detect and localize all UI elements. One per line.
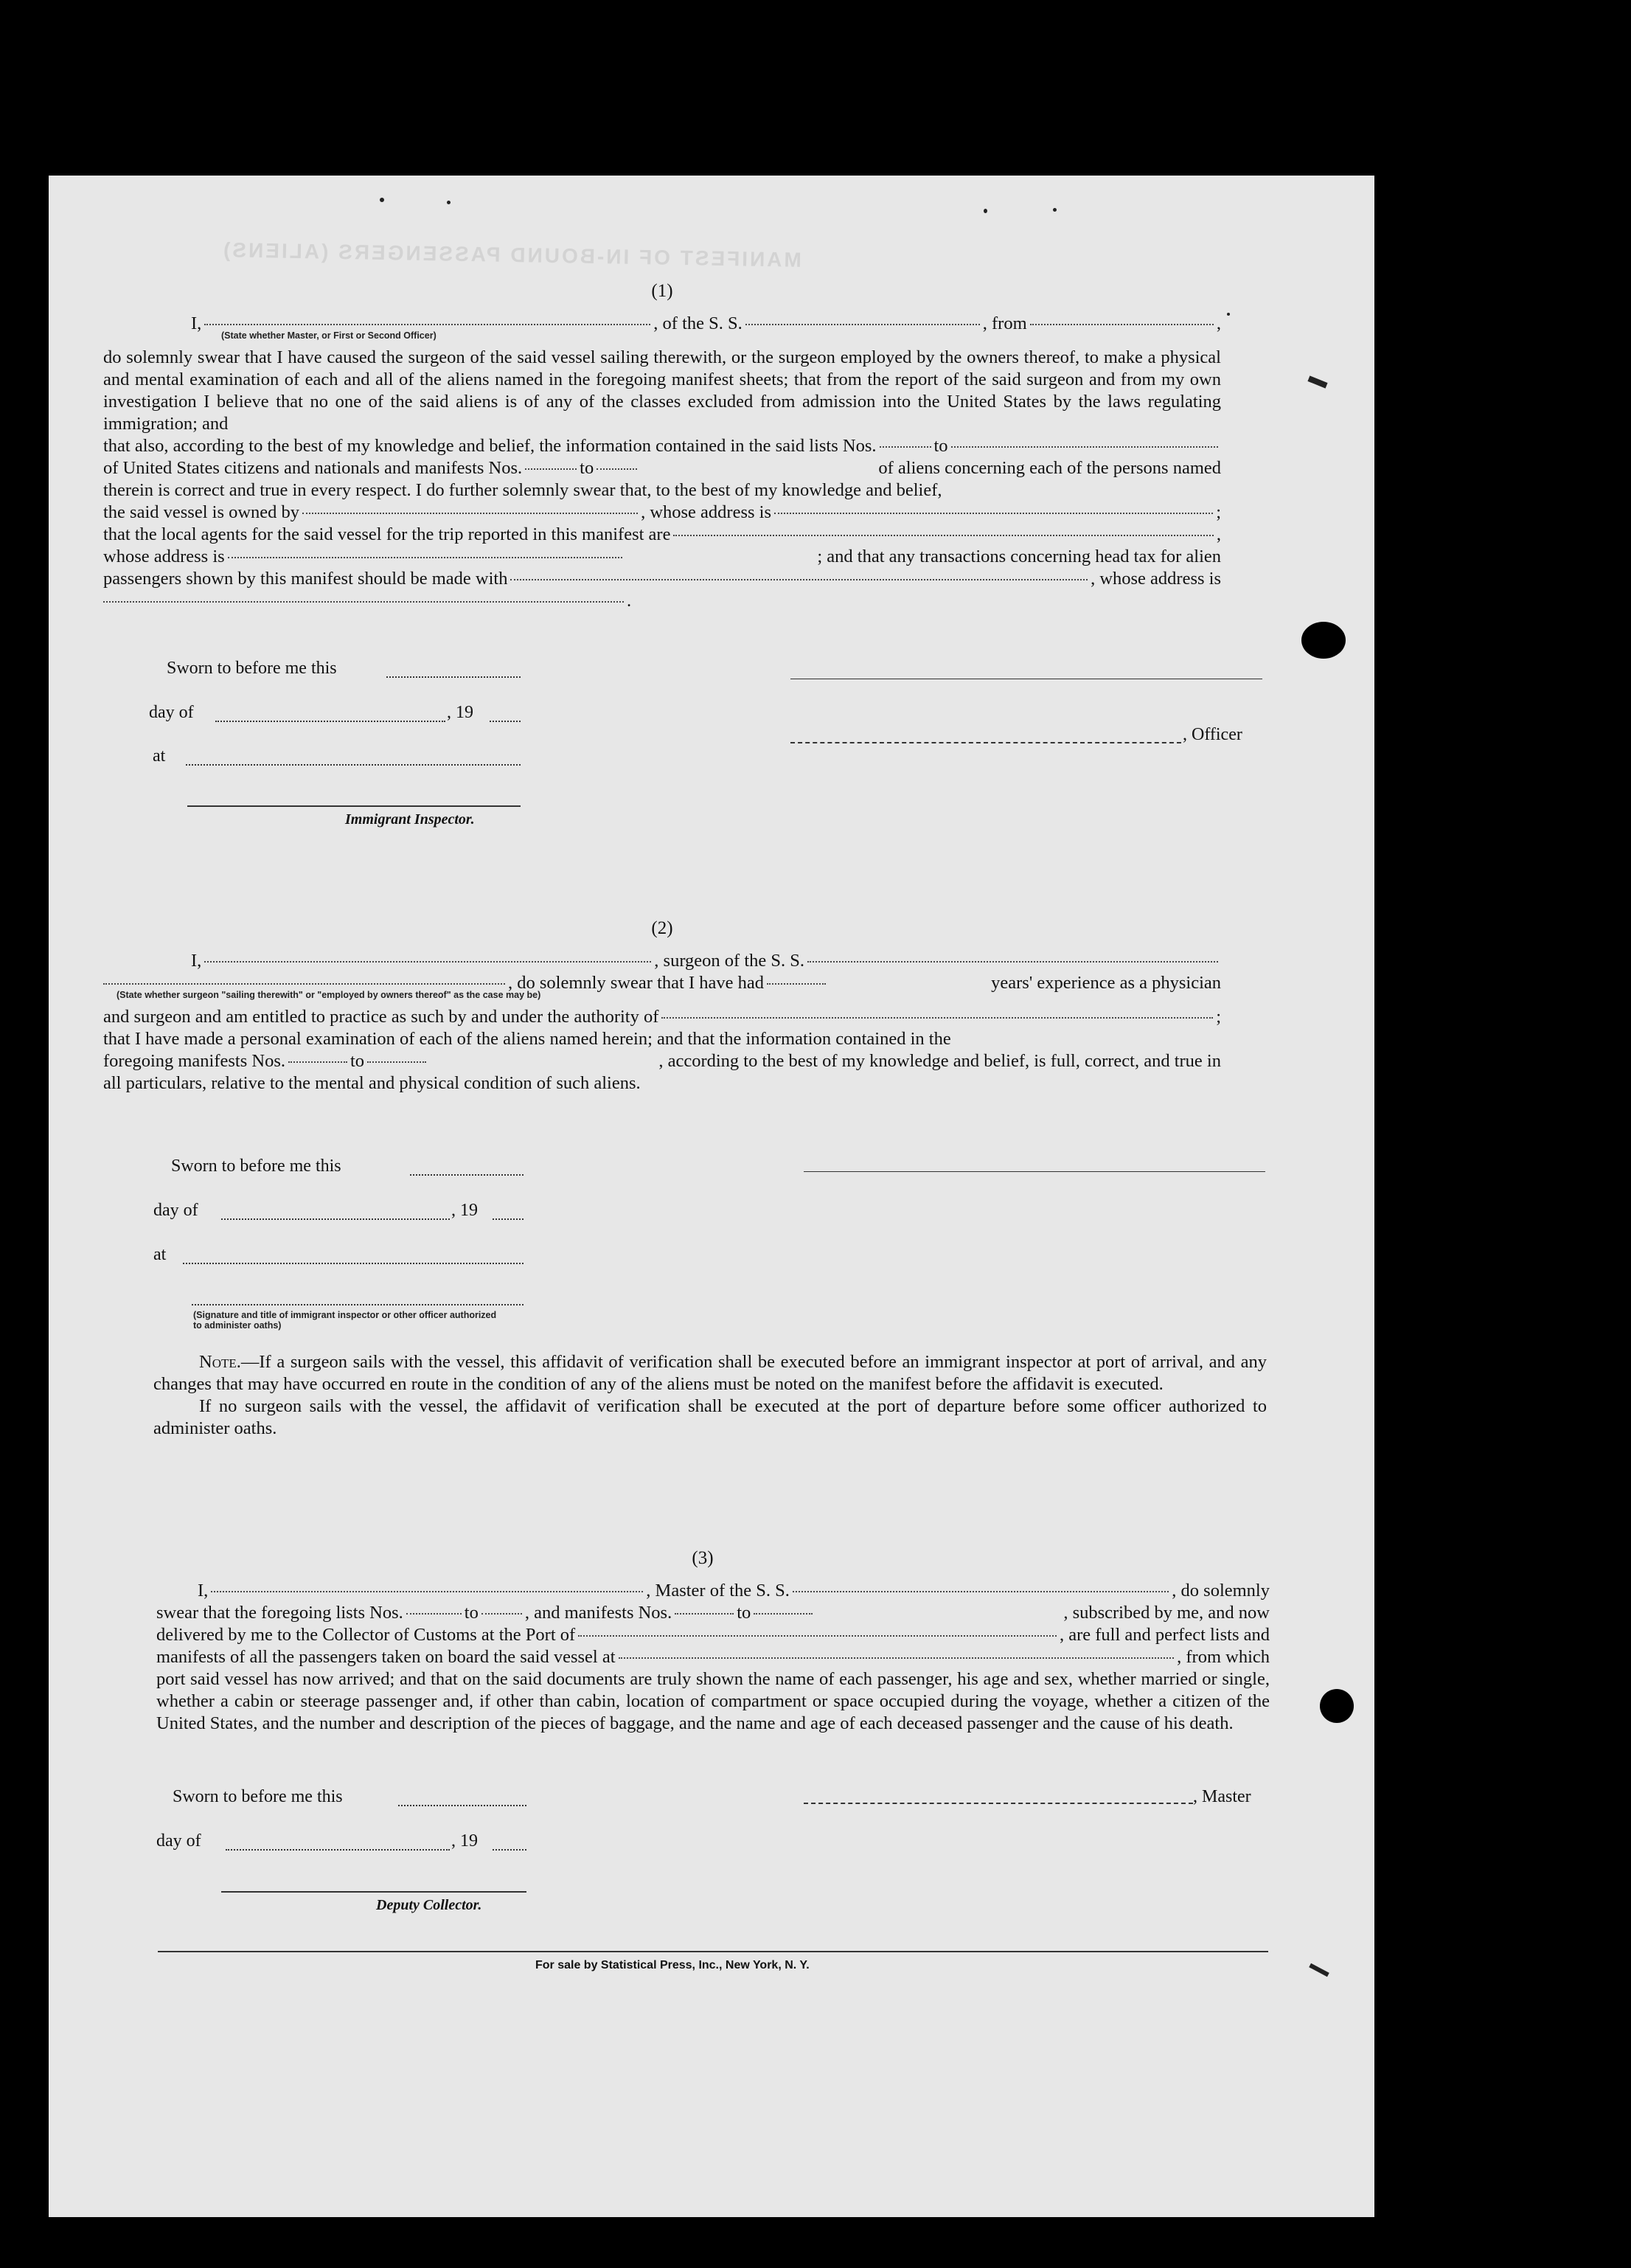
blank-day[interactable] bbox=[221, 1218, 450, 1220]
text: , whose address is bbox=[641, 502, 771, 522]
blank-owner-address[interactable] bbox=[774, 512, 1213, 514]
officer-signature-line[interactable] bbox=[790, 742, 1181, 743]
ink-speck bbox=[380, 198, 384, 202]
text: , Master of the S. S. bbox=[646, 1581, 790, 1601]
text: I, bbox=[191, 313, 202, 333]
text: I, bbox=[198, 1581, 209, 1601]
officer-label: , Officer bbox=[1183, 725, 1242, 744]
blank-vessel-name[interactable] bbox=[793, 1590, 1169, 1592]
blank-at-place[interactable] bbox=[186, 764, 521, 766]
text: ; bbox=[1216, 502, 1221, 522]
text: therein is correct and true in every respect. I do further solemnly swear that, to the best of my knowledge and belief, bbox=[103, 480, 942, 500]
blank-embark-port[interactable] bbox=[619, 1657, 1175, 1659]
text: . bbox=[627, 591, 632, 611]
blank-owner[interactable] bbox=[302, 512, 638, 514]
blank-sworn-date[interactable] bbox=[410, 1174, 524, 1176]
blank-manifests-to[interactable] bbox=[754, 1612, 813, 1615]
inspector-title: Immigrant Inspector. bbox=[345, 811, 475, 828]
field-caption: (State whether Master, or First or Second Officer) bbox=[221, 330, 437, 341]
blank-at-place[interactable] bbox=[183, 1263, 524, 1264]
text: all particulars, relative to the mental and physical condition of such aliens. bbox=[103, 1073, 641, 1093]
master-label: , Master bbox=[1193, 1787, 1251, 1806]
signature-caption: (Signature and title of immigrant inspector or other officer authorized to administer oaths) bbox=[193, 1310, 497, 1331]
text: ; bbox=[1216, 1007, 1221, 1027]
text: swear that the foregoing lists Nos. bbox=[156, 1603, 403, 1623]
text: that the local agents for the said vessel for the trip reported in this manifest are bbox=[103, 524, 671, 544]
punch-hole bbox=[1320, 1689, 1354, 1723]
blank-year[interactable] bbox=[490, 721, 521, 722]
blank-manifests-from[interactable] bbox=[675, 1612, 734, 1615]
blank-head-tax-party[interactable] bbox=[510, 578, 1088, 580]
text: years' experience as a physician bbox=[991, 973, 1221, 993]
note-block bbox=[153, 1351, 1267, 1440]
blank-surgeon-status[interactable] bbox=[103, 982, 505, 985]
text: of United States citizens and nationals and manifests Nos. bbox=[103, 458, 523, 478]
text: that I have made a personal examination of each of the aliens named herein; and that the information contained in the bbox=[103, 1029, 951, 1049]
text: , subscribed by me, and now bbox=[1063, 1603, 1270, 1623]
blank-day[interactable] bbox=[215, 721, 445, 722]
blank-authority[interactable] bbox=[661, 1016, 1213, 1019]
text: , do solemnly bbox=[1172, 1581, 1270, 1601]
blank-sworn-date[interactable] bbox=[386, 676, 521, 678]
sworn-line: Sworn to before me this bbox=[167, 659, 337, 678]
text: to bbox=[737, 1603, 751, 1623]
blank-sworn-date[interactable] bbox=[398, 1805, 526, 1806]
section-number: (1) bbox=[651, 281, 673, 301]
blank-local-agents[interactable] bbox=[673, 534, 1213, 536]
blank-manifest-from[interactable] bbox=[525, 468, 577, 470]
text: I, bbox=[191, 951, 202, 971]
collector-title: Deputy Collector. bbox=[376, 1897, 482, 1913]
blank-manifest-to[interactable] bbox=[367, 1061, 426, 1063]
at-label: at bbox=[153, 1245, 167, 1264]
text: foregoing manifests Nos. bbox=[103, 1051, 285, 1071]
sworn-line: Sworn to before me this bbox=[173, 1787, 343, 1806]
blank-day[interactable] bbox=[226, 1849, 450, 1851]
text: , from which bbox=[1177, 1647, 1270, 1667]
master-signature-line[interactable] bbox=[804, 1803, 1193, 1804]
text: , bbox=[1216, 524, 1221, 544]
text: ; and that any transactions concerning head tax for alien bbox=[817, 547, 1221, 566]
text: , are full and perfect lists and bbox=[1059, 1625, 1270, 1645]
blank-lists-from[interactable] bbox=[406, 1612, 462, 1615]
affidavit-section-3 bbox=[156, 1547, 1270, 1735]
text: , of the S. S. bbox=[653, 313, 743, 333]
text: , whose address is bbox=[1091, 569, 1221, 589]
blank-surgeon-name[interactable] bbox=[204, 960, 651, 963]
oath-paragraph: port said vessel has now arrived; and that on the said documents are truly shown the name of each passenger, his age and sex, whether married or single, whether a cabin or steerage passenger and, if other than cabin, location of compartment or space occupied during the voyage, whether a citizen of the United States, and the number and description of the pieces of baggage, and the name and age of each deceased passenger and the cause of his death. bbox=[156, 1669, 1270, 1733]
affidavit-section-1 bbox=[103, 280, 1221, 612]
oath-paragraph: do solemnly swear that I have caused the surgeon of the said vessel sailing therewith, or the surgeon employed by the owners thereof, to make a physical and mental examination of each and all of the aliens named in the foregoing manifest sheets; that from the report of the said surgeon and from my own investigation I believe that no one of the said aliens is of any of the classes excluded from admission into the United States by the laws regulating immigration; and bbox=[103, 347, 1221, 434]
blank-list-to[interactable] bbox=[951, 445, 1218, 448]
text: that also, according to the best of my knowledge and belief, the information contained in the said lists Nos. bbox=[103, 436, 877, 456]
blank-year[interactable] bbox=[493, 1849, 526, 1851]
text: to bbox=[933, 436, 948, 456]
ink-speck bbox=[984, 209, 987, 213]
blank-master-name[interactable] bbox=[211, 1590, 643, 1592]
blank-year[interactable] bbox=[493, 1218, 524, 1220]
text: , and manifests Nos. bbox=[524, 1603, 672, 1623]
blank-from-port[interactable] bbox=[1030, 323, 1214, 325]
blank-agents-address[interactable] bbox=[228, 556, 622, 558]
text: , from bbox=[982, 313, 1027, 333]
text: , bbox=[1216, 313, 1221, 333]
year-label: , 19 bbox=[447, 703, 473, 722]
blank-lists-to[interactable] bbox=[481, 1612, 522, 1615]
ink-speck bbox=[1053, 208, 1057, 212]
bleed-through-heading: MANIFEST OF IN-BOUND PASSENGERS (ALIENS) bbox=[220, 238, 802, 271]
blank-list-from[interactable] bbox=[880, 445, 931, 448]
note-paragraph-2: If no surgeon sails with the vessel, the affidavit of verification shall be executed at the port of departure before some officer authorized to administer oaths. bbox=[153, 1396, 1267, 1438]
text: passengers shown by this manifest should be made with bbox=[103, 569, 508, 589]
blank-vessel-name[interactable] bbox=[807, 960, 1218, 963]
text: , according to the best of my knowledge and belief, is full, correct, and true in bbox=[658, 1051, 1221, 1071]
surgeon-signature-line[interactable] bbox=[804, 1171, 1265, 1172]
ink-speck bbox=[447, 201, 451, 204]
text: to bbox=[464, 1603, 479, 1623]
text: , do solemnly swear that I have had bbox=[508, 973, 764, 993]
section-number: (2) bbox=[651, 918, 673, 938]
text: and surgeon and am entitled to practice as such by and under the authority of bbox=[103, 1007, 659, 1027]
text: , surgeon of the S. S. bbox=[654, 951, 805, 971]
year-label: , 19 bbox=[451, 1201, 478, 1220]
blank-vessel-name[interactable] bbox=[745, 323, 980, 325]
section-number: (3) bbox=[692, 1548, 714, 1568]
blank-officer-name[interactable] bbox=[204, 323, 650, 325]
text: manifests of all the passengers taken on board the said vessel at bbox=[156, 1647, 616, 1667]
text: delivered by me to the Collector of Customs at the Port of bbox=[156, 1625, 576, 1645]
punch-hole bbox=[1301, 622, 1346, 659]
note-paragraph-1: Note.—If a surgeon sails with the vessel, this affidavit of verification shall be executed before an immigrant inspector at port of arrival, and any changes that may have occurred en route in the condition of any of the aliens must be noted on the manifest before the affidavit is executed. bbox=[153, 1352, 1267, 1394]
text: to bbox=[580, 458, 594, 478]
blank-manifest-from[interactable] bbox=[288, 1061, 347, 1063]
year-label: , 19 bbox=[451, 1831, 478, 1851]
ink-speck bbox=[1227, 313, 1230, 316]
affidavit-section-2 bbox=[103, 918, 1221, 1095]
at-label: at bbox=[153, 746, 166, 766]
text: of aliens concerning each of the persons named bbox=[878, 458, 1221, 478]
printer-imprint: For sale by Statistical Press, Inc., New York, N. Y. bbox=[535, 1959, 810, 1972]
collector-signature-line[interactable] bbox=[221, 1891, 526, 1893]
sworn-line: Sworn to before me this bbox=[171, 1156, 341, 1176]
field-caption: (State whether surgeon "sailing therewith" or "employed by owners thereof" as the case may be) bbox=[116, 990, 541, 1000]
blank-manifest-to[interactable] bbox=[597, 468, 637, 470]
text: whose address is bbox=[103, 547, 225, 566]
day-of-label: day of bbox=[153, 1201, 198, 1220]
blank-port[interactable] bbox=[578, 1634, 1057, 1637]
text: to bbox=[350, 1051, 365, 1071]
signature-line[interactable] bbox=[192, 1304, 524, 1305]
inspector-signature-line[interactable] bbox=[187, 805, 521, 807]
day-of-label: day of bbox=[156, 1831, 201, 1851]
blank-head-tax-address[interactable] bbox=[103, 600, 624, 603]
text: the said vessel is owned by bbox=[103, 502, 300, 522]
day-of-label: day of bbox=[149, 703, 194, 722]
footer-divider bbox=[158, 1951, 1268, 1952]
blank-years[interactable] bbox=[767, 982, 826, 985]
